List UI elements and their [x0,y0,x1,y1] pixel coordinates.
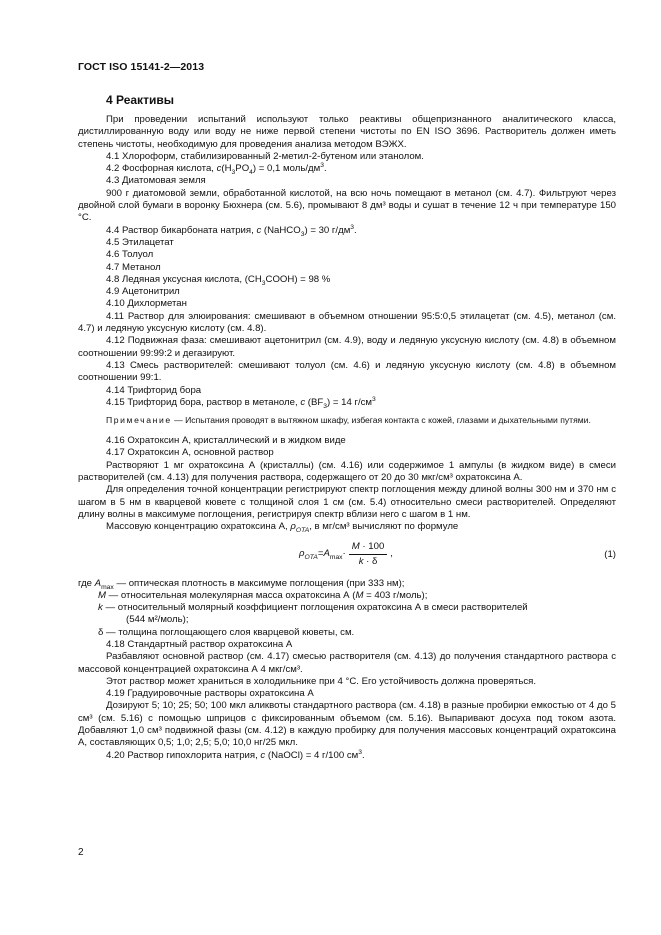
item-4-20: 4.20 Раствор гипохлорита натрия, c (NaOCl) = 4 г/100 $см^3$. [106,748,365,761]
item-4-2: 4.2 Фосфорная кислота, $c(H_3PO_4) = 0,1$ моль/$дм^3$. [106,162,327,177]
formula-expression: $\rho_{OTA}$ = $A_{max}$ · $\frac{M \cdot 100}{k \cdot \delta}$ , [299,540,393,567]
item-4-12: 4.12 Подвижная фаза: смешивают ацетонитрил (см. 4.9), воду и ледяную уксусную кислоту (см. 4.8) в объемном соотношении 99:99:2 и дегазируют. [78,335,616,359]
formula-fraction [349,541,388,569]
item-4-18: 4.18 Стандартный раствор охратоксина А [106,638,293,650]
item-4-7: 4.7 Метанол [106,261,161,273]
item-4-3: 4.3 Диатомовая земля [106,175,206,187]
item-4-1: 4.1 Хлороформ, стабилизированный 2-метил-2-бутеном или этанолом. [106,150,424,162]
section-title: 4 Реактивы [106,93,174,107]
item-4-6: 4.6 Толуол [106,249,154,261]
item-4-18-p2: Этот раствор может храниться в холодильнике при 4 °С. Его устойчивость должна проверяться. [106,675,537,687]
item-4-17: 4.17 Охратоксин А, основной раствор [106,447,274,459]
item-4-15: 4.15 Трифторид бора, раствор в метаноле, c $(BF_3) = 14$ $г/см^3$ [106,395,376,410]
where-a-max: где $A_{max}$ — оптическая плотность в максимуме поглощения (при 333 нм); [78,577,405,591]
document-header: ГОСТ ISO 15141-2—2013 [78,61,205,73]
item-4-17-p2: Для определения точной концентрации регистрируют спектр поглощения между длиной волны 300 нм и 370 нм с шагом в 5 нм в кварцевой кювете с толщиной слоя 1 см (см. 5.4) относительно смеси растворителей. Определяют длину волны в максимуме поглощения, регистрируя спектр вблизи него с шагом в 1 нм. [78,484,616,520]
item-4-11: 4.11 Раствор для элюирования: смешивают в объемном отношении 95:5:0,5 этилацетат (см. 4.5), метанол (см. 4.7) и ледяную уксусную кислоту (см. 4.8). [78,310,616,335]
item-4-19-p: Дозируют 5; 10; 25; 50; 100 мкл аликвоты стандартного раствора (см. 4.18) в разные пробирки емкостью от 4 до 5 см³ (см. 5.16) с помощью шприцов с фиксированным объемом (см. 5.16). Выпаривают досуха под током азота. Добавляют 1,0 см³ подвижной фазы (см. 4.12) в каждую пробирку для получения массовых концентраций охратоксина А, составляющих 0,5; 1,0; 2,5; 5,0; 10,0 нг/25 мкл. [78,700,616,749]
formula-denominator: k · δ [358,555,378,567]
where-delta: δ — толщина поглощающего слоя кварцевой кюветы, см. [98,626,355,638]
item-4-4: 4.4 Раствор бикарбоната натрия, c (NaHCO$_3$) = 30 $г/дм^3$. [106,223,357,238]
item-4-17-p1: Растворяют 1 мг охратоксина А (кристаллы) (см. 4.16) или содержимое 1 ампулы (в жидком виде) в смеси растворителей (см. 4.13) для получения раствора, содержащего от 20 до 30 мкг/см³ охратоксина А. [78,459,616,484]
formula-numerator: M · 100 [349,541,388,555]
item-4-8: 4.8 Ледяная уксусная кислота, $(CH_3COOH) = 98$ % [106,273,331,287]
page-number: 2 [78,847,84,858]
intro-paragraph: При проведении испытаний используют только реактивы общепризнанного аналитического класса, дистиллированную воду или воду не ниже первой степени чистоты по EN ISO 3696. Растворитель должен иметь степень чистоты, необходимую для проведения анализа методом ВЭЖХ. [78,114,616,150]
item-4-5: 4.5 Этилацетат [106,236,174,248]
item-4-16: 4.16 Охратоксин А, кристаллический и в жидком виде [106,435,346,447]
item-4-10: 4.10 Дихлорметан [106,298,187,310]
formula-number: (1) [604,548,616,560]
note: Примечание — Испытания проводят в вытяжном шкафу, избегая контакта с кожей, глазами и дыхательными путями. [106,415,591,426]
where-m: M — относительная молекулярная масса охратоксина А (M = 403 г/моль); [98,589,428,601]
item-4-18-p1: Разбавляют основной раствор (см. 4.17) смесью растворителя (см. 4.13) до получения стандартного раствора с массовой концентрацией охратоксина А 4 мкг/см³. [78,651,616,675]
item-4-13: 4.13 Смесь растворителей: смешивают толуол (см. 4.6) и ледяную уксусную кислоту (см. 4.8) в объемном соотношении 99:1. [78,359,616,384]
where-k-continuation: (544 м²/моль); [126,614,189,626]
formula-1 [78,538,616,576]
item-4-9: 4.9 Ацетонитрил [106,286,180,298]
where-k: k — относительный молярный коэффициент поглощения охратоксина А в смеси растворителей [98,602,528,614]
item-4-19: 4.19 Градуировочные растворы охратоксина А [106,688,314,700]
page-content [78,93,616,762]
note-label: Примечание [106,415,172,426]
item-4-3-text: 900 г диатомовой земли, обработанной кислотой, на всю ночь помещают в метанол (см. 4.7). Фильтруют через двойной слой бумаги в воронку Бюхнера (см. 5.6), промывают 8 дм³ воды и сушат в течение 12 ч при температуре 150 °С. [78,187,616,224]
mass-concentration-intro: Массовую концентрацию охратоксина А, $\rho_{OTA}$, в мг/см³ вычисляют по формуле [106,521,459,535]
item-4-14: 4.14 Трифторид бора [106,384,202,396]
